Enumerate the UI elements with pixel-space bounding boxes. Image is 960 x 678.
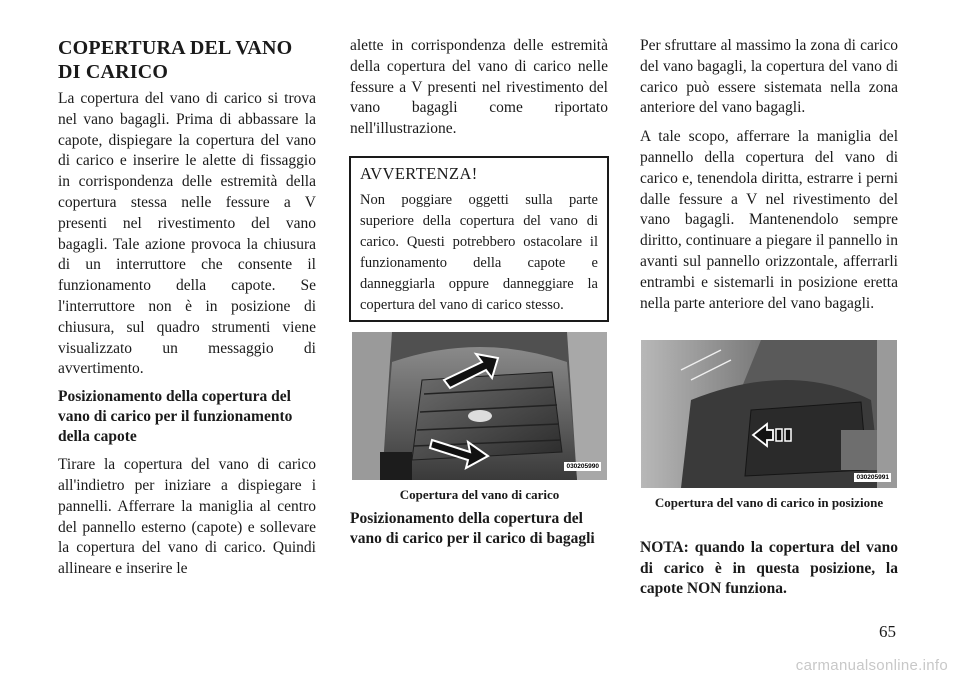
intro-paragraph: La copertura del vano di carico si trova nel vano bagagli. Prima di abbassare la capote, dispiegare la copertura del vano di carico e inserire le alette di fissaggio in corrispondenza delle estremità della copertura stessa nelle fessure a V presenti nel rivestimento del vano bagagli. Tale azione provoca la chiusura di un interruttore che consente il funzionamento della capote. Se l'interruttore non è in posizione di chiusura, sul quadro strumenti viene visualizzato un messaggio di avvertimento.: [58, 90, 316, 378]
column-2: [350, 36, 608, 140]
page-number: 65: [879, 622, 896, 641]
column-2-bottom: [350, 509, 608, 549]
warning-title: AVVERTENZA!: [360, 164, 478, 183]
column-1: [58, 89, 316, 580]
image-caption: Copertura del vano di carico: [399, 487, 560, 502]
image-code: 030205990: [566, 463, 599, 470]
subheading-capote: Posizionamento della copertura del vano di carico per il funzionamento della capote: [58, 388, 293, 446]
instructions-paragraph: Tirare la copertura del vano di carico all'indietro per iniziare a dispiegare i pannelli. Afferrare la maniglia al centro del pannello esterno (capote) e sollevare la copertura del vano di carico. Quindi allineare e inserire le: [58, 456, 316, 578]
column-3: [640, 36, 898, 314]
section-title: COPERTURA DEL VANO DI CARICO: [58, 37, 293, 83]
cargo-cover-stowed-illustration: [641, 340, 897, 488]
cargo-cover-stowed-photo: [641, 340, 897, 488]
subheading-luggage: Posizionamento della copertura del vano di carico per il carico di bagagli: [350, 510, 595, 547]
warning-box: [349, 156, 609, 322]
cargo-cover-illustration: [352, 332, 607, 480]
watermark: carmanualsonline.info: [795, 657, 948, 674]
cargo-cover-photo: [352, 332, 607, 480]
image-caption-2: Copertura del vano di carico in posizione: [654, 495, 884, 510]
column-3-paragraph-1: Per sfruttare al massimo la zona di carico del vano bagagli, la copertura del vano di carico può essere sistemata nella zona anteriore del vano bagagli.: [640, 37, 898, 117]
image-code-2: 030205991: [856, 474, 889, 481]
continuation-paragraph: alette in corrispondenza delle estremità della copertura del vano di carico nelle fessure a V presenti nel rivestimento del vano bagagli come riportato nell'illustrazione.: [350, 37, 608, 138]
note-text: NOTA: quando la copertura del vano di carico è in questa posizione, la capote NON funziona.: [640, 539, 898, 597]
note-block: [640, 538, 898, 600]
column-3-paragraph-2: A tale scopo, afferrare la maniglia del pannello della copertura del vano di carico e, tenendola diritta, estrarre i perni dalle fessure a V nel rivestimento del vano bagagli. Mantenendolo sempre diritto, continuare a piegare il pannello in avanti sul pannello orizzontale, afferrarli entrambi e sistemarli in posizione eretta nella parte anteriore del vano bagagli.: [640, 128, 898, 312]
warning-text: Non poggiare oggetti sulla parte superiore della copertura del vano di carico. Questi potrebbero ostacolare il funzionamento della capote e danneggiarla oppure danneggiare la copertura del vano di carico stesso.: [360, 192, 598, 313]
